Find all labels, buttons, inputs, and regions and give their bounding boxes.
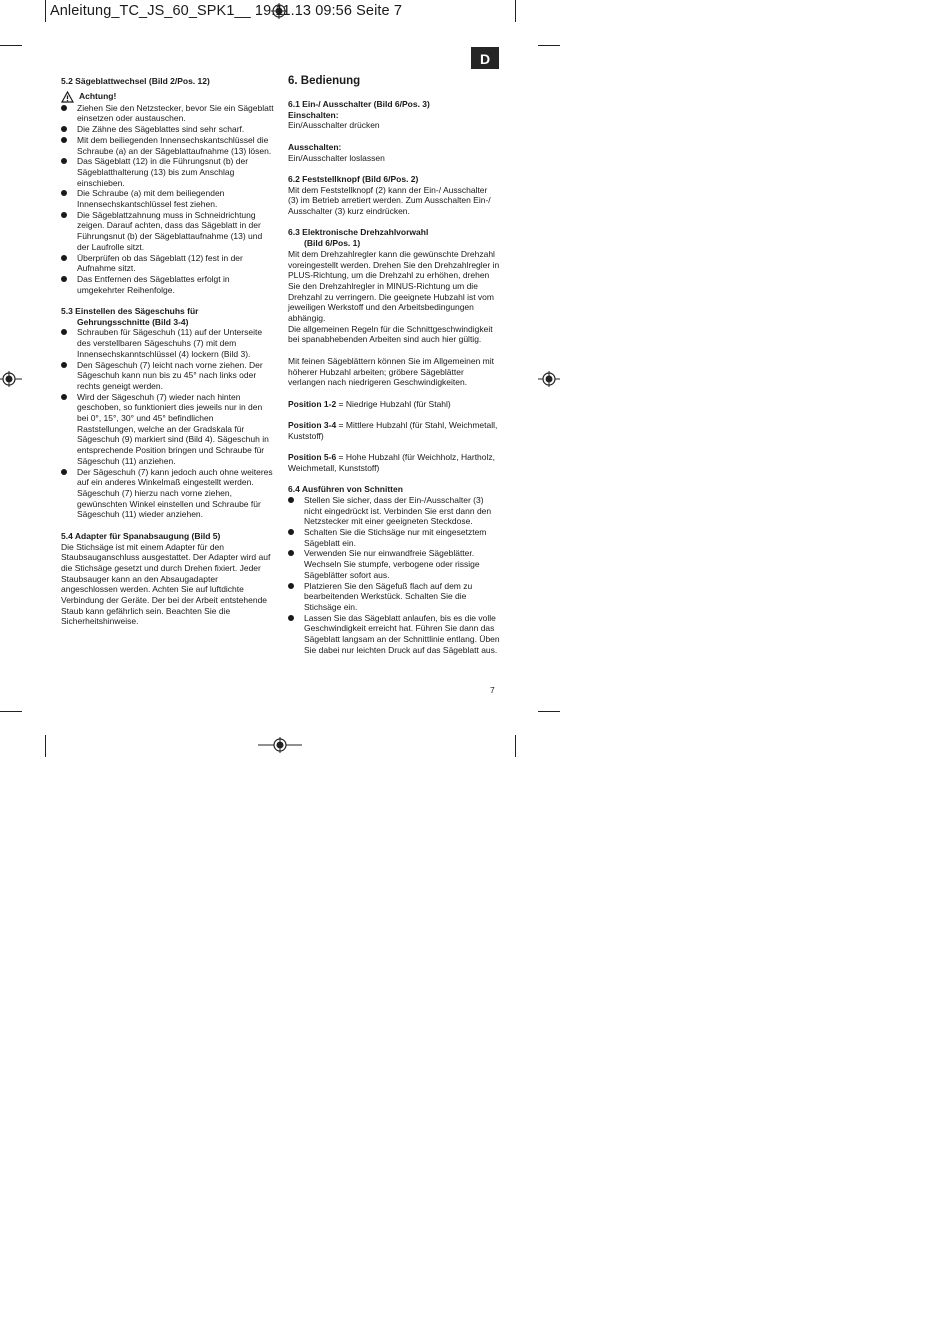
crop-mark	[515, 735, 516, 757]
bullet-icon	[288, 548, 304, 580]
position-3-4-line: Position 3-4 = Mittlere Hubzahl (für Stahl, Weichmetall, Kuststoff)	[288, 420, 498, 441]
crop-mark	[538, 711, 560, 712]
switch-off-label: Ausschalten:	[288, 141, 342, 152]
section-6-3-title: 6.3 Elektronische Drehzahlvorwahl	[288, 227, 429, 238]
bullet-icon	[288, 527, 304, 548]
switch-on-label: Einschalten:	[288, 109, 339, 120]
section-6-3-text: Mit dem Drehzahlregler kann die gewünschte Drehzahl voreingestellt werden. Drehen Sie den Drehzahlregler in PLUS-Richtung, um die Drehzahl zu erhöhen, drehen Sie den Drehzahlregler in MINUS-Richtung um die Drehzahl zu verringern. Die geeignete Hubzahl ist vom jeweiligen Werkstoff und den Arbeitsbedingungen abhängig.	[288, 248, 500, 324]
section-6-3-text: Die allgemeinen Regeln für die Schnittgeschwindigkeit bei spanabhebenden Arbeiten sind auch hier gültig.	[288, 323, 493, 345]
position-5-6-line: Position 5-6 = Hohe Hubzahl (für Weichholz, Hartholz, Weichmetall, Kunststoff)	[288, 452, 496, 473]
switch-on-text: Ein/Ausschalter drücken	[288, 120, 380, 131]
bullet-icon	[61, 274, 77, 295]
section-6-3-text: Mit feinen Sägeblättern können Sie im Allgemeinen mit höherer Hubzahl arbeiten; gröbere Sägeblätter verlangen nach niedrigeren Geschwindigkeiten.	[288, 355, 495, 388]
list-item: Das Entfernen des Sägeblattes erfolgt in umgekehrter Reihenfolge.	[61, 274, 274, 295]
crop-mark	[0, 711, 22, 712]
chapter-title: 6. Bedienung	[288, 75, 361, 87]
list-item: Schrauben für Sägeschuh (11) auf der Unterseite des verstellbaren Sägeschuhs (7) mit dem Innensechskanntschlüssel (4) lockern (Bild 3).	[61, 327, 274, 359]
bullet-icon	[61, 392, 77, 467]
crop-mark	[0, 45, 22, 46]
crop-mark	[45, 735, 46, 757]
list-item: Die Sägeblattzahnung muss in Schneidrichtung zeigen. Darauf achten, dass das Sägeblatt in der Führungsnut (b) der Sägeblattaufnahme (13) und der Laufrolle sitzt.	[61, 210, 274, 253]
section-6-4-list	[288, 495, 500, 656]
bullet-icon	[61, 327, 77, 359]
list-item: Den Sägeschuh (7) leicht nach vorne ziehen. Der Sägeschuh kann nun bis zu 45° nach links oder rechts geneigt werden.	[61, 360, 274, 392]
bullet-icon	[288, 613, 304, 656]
bullet-icon	[61, 156, 77, 188]
list-item: Verwenden Sie nur einwandfreie Sägeblätter. Wechseln Sie stumpfe, verbogene oder rissige Sägeblätter sofort aus.	[288, 548, 500, 580]
section-6-4-title: 6.4 Ausführen von Schnitten	[288, 484, 403, 495]
bullet-icon	[288, 495, 304, 527]
bullet-icon	[61, 467, 77, 521]
warning-label: Achtung!	[79, 91, 117, 102]
registration-mark-icon	[0, 371, 22, 387]
list-item: Das Sägeblatt (12) in die Führungsnut (b) der Sägeblatthalterung (13) bis zum Anschlag einschieben.	[61, 156, 274, 188]
language-badge: D	[471, 47, 499, 69]
list-item: Mit dem beiliegenden Innensechskantschlüssel die Schraube (a) an der Sägeblattaufnahme (13) lösen.	[61, 135, 274, 156]
section-6-2-title: 6.2 Feststellknopf (Bild 6/Pos. 2)	[288, 173, 419, 184]
warning-triangle-icon	[61, 91, 74, 103]
list-item: Wird der Sägeschuh (7) wieder nach hinten geschoben, so funktioniert dies jeweils nur in den bei 0°, 15°, 30° und 45° befindlichen Raststellungen, welche an der Gradskala für Sägeschuh (9) markiert sind (Bild 4). Sägeschuh in entsprechende Position bringen und Schraube für Sägeschuh (11) anziehen.	[61, 392, 274, 467]
warning-heading	[61, 91, 274, 103]
bullet-icon	[61, 360, 77, 392]
bullet-icon	[288, 581, 304, 613]
bullet-icon	[61, 188, 77, 209]
section-5-4-title: 5.4 Adapter für Spanabsaugung (Bild 5)	[61, 530, 221, 541]
position-1-2-line: Position 1-2 = Niedrige Hubzahl (für Stahl)	[288, 398, 451, 409]
list-item: Überprüfen ob das Sägeblatt (12) fest in der Aufnahme sitzt.	[61, 253, 274, 274]
list-item: Die Zähne des Sägeblattes sind sehr scharf.	[61, 124, 274, 135]
section-5-2-list	[61, 103, 274, 296]
bullet-icon	[61, 210, 77, 253]
list-item: Lassen Sie das Sägeblatt anlaufen, bis es die volle Geschwindigkeit erreicht hat. Führen Sie dann das Sägeblatt langsam an der Schnittlinie entlang. Üben Sie dabei nur leichten Druck auf das Sägeblatt aus.	[288, 613, 500, 656]
page-number: 7	[490, 685, 495, 695]
section-5-3-subtitle: Gehrungsschnitte (Bild 3-4)	[77, 316, 189, 327]
list-item: Schalten Sie die Stichsäge nur mit eingesetztem Sägeblatt ein.	[288, 527, 500, 548]
switch-off-text: Ein/Ausschalter loslassen	[288, 152, 385, 163]
section-5-3-title: 5.3 Einstellen des Sägeschuhs für	[61, 306, 199, 317]
crop-mark	[515, 0, 516, 22]
crop-mark	[538, 45, 560, 46]
file-header: Anleitung_TC_JS_60_SPK1__ 19.11.13 09:56 Seite 7	[50, 3, 402, 19]
crop-mark	[45, 0, 46, 22]
bullet-icon	[61, 124, 77, 135]
section-6-3-subtitle: (Bild 6/Pos. 1)	[304, 238, 361, 249]
list-item: Die Schraube (a) mit dem beiliegenden Innensechskantschlüssel fest ziehen.	[61, 188, 274, 209]
section-6-2-text: Mit dem Feststellknopf (2) kann der Ein-/ Ausschalter (3) im Betrieb arretiert werden. Zum Ausschalten Ein-/ Ausschalter (3) kurz eindrücken.	[288, 184, 491, 216]
left-column	[61, 76, 274, 627]
registration-mark-icon	[538, 371, 560, 387]
bullet-icon	[61, 253, 77, 274]
right-column	[288, 75, 500, 655]
list-item: Stellen Sie sicher, dass der Ein-/Ausschalter (3) nicht eingedrückt ist. Verbinden Sie erst dann den Netzstecker mit einer geeigneten Steckdose.	[288, 495, 500, 527]
section-5-2-title: 5.2 Sägeblattwechsel (Bild 2/Pos. 12)	[61, 76, 210, 86]
list-item: Platzieren Sie den Sägefuß flach auf dem zu bearbeitenden Werkstück. Schalten Sie die Stichsäge ein.	[288, 581, 500, 613]
section-5-3-list	[61, 327, 274, 520]
bullet-icon	[61, 103, 77, 124]
section-6-1-title: 6.1 Ein-/ Ausschalter (Bild 6/Pos. 3)	[288, 99, 430, 109]
list-item: Ziehen Sie den Netzstecker, bevor Sie ein Sägeblatt einsetzen oder austauschen.	[61, 103, 274, 124]
bullet-icon	[61, 135, 77, 156]
list-item: Der Sägeschuh (7) kann jedoch auch ohne weiteres auf ein anderes Winkelmaß eingestellt werden. Sägeschuh (7) hierzu nach vorne ziehen, gewünschten Winkel einstellen und Schraube für Sägeschuh (11) wieder anziehen.	[61, 467, 274, 521]
section-5-4-text: Die Stichsäge ist mit einem Adapter für den Staubsauganschluss ausgestattet. Der Adapter wird auf die Stichsäge gesetzt und durch Drehen fixiert. Jeder Staubsauger kann an den Absaugadapter angeschlossen werden. Achten Sie auf luftdichte Verbindung der Geräte. Der bei der Arbeit entstehende Staub kann gefährlich sein. Beachten Sie die Sicherheitshinweise.	[61, 541, 271, 627]
registration-mark-icon	[258, 737, 302, 753]
